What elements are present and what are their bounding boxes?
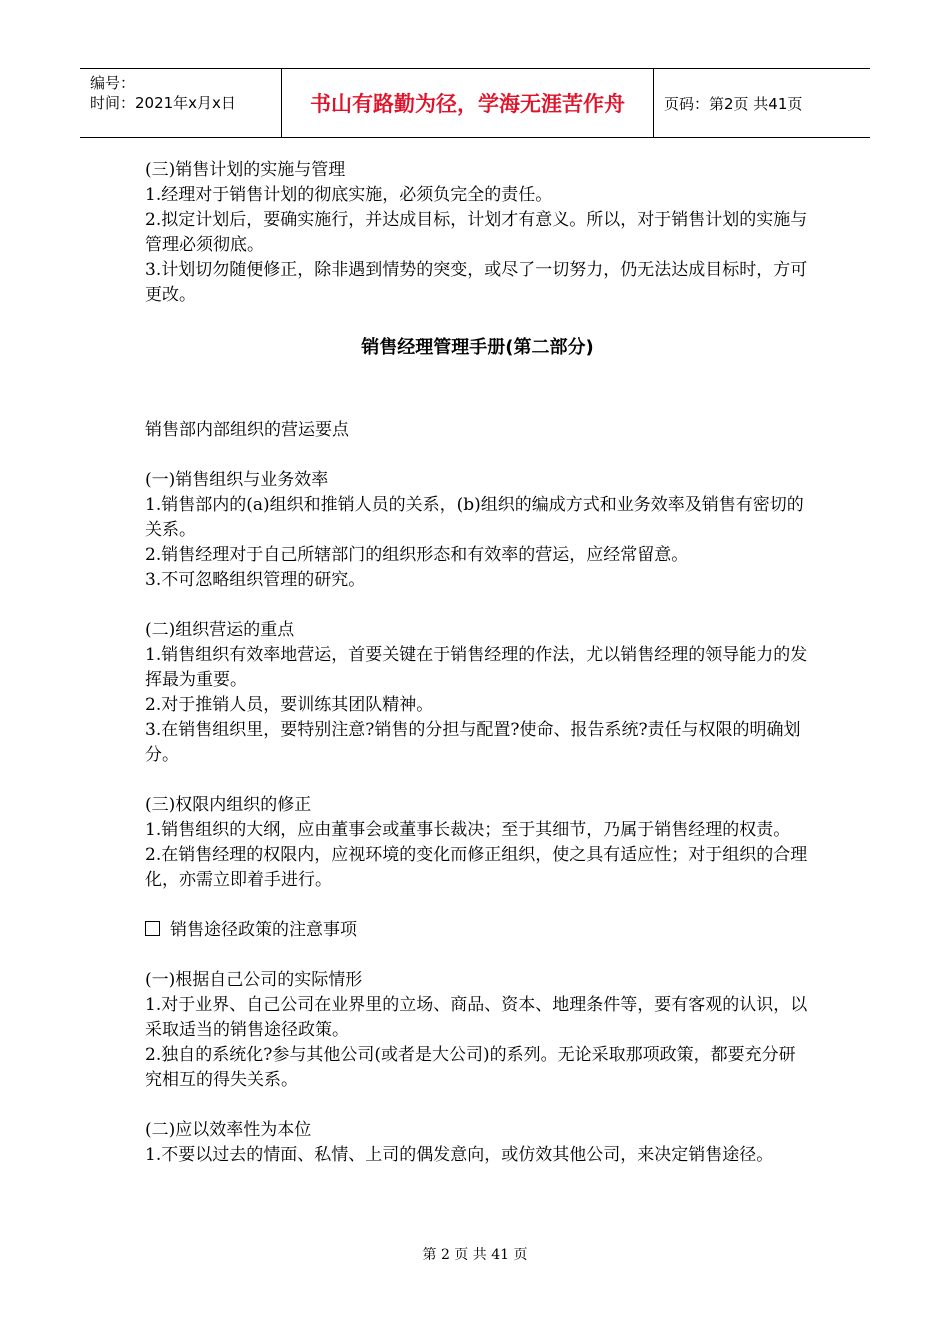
paragraph: 2.拟定计划后，要确实施行，并达成目标，计划才有意义。所以，对于销售计划的实施与管理必须彻底。 xyxy=(145,210,808,255)
header-page-number: 页码：第2页 共41页 xyxy=(664,94,803,113)
paragraph: 1.销售组织有效率地营运，首要关键在于销售经理的作法，尤以销售经理的领导能力的发挥最为重要。 xyxy=(145,645,808,690)
paragraph: 3.不可忽略组织管理的研究。 xyxy=(145,570,366,590)
topic-label: 销售途径政策的注意事项 xyxy=(170,920,357,940)
topic-heading xyxy=(145,918,810,943)
paragraph: 1.经理对于销售计划的彻底实施，必须负完全的责任。 xyxy=(145,185,553,205)
page-footer: 第 2 页 共 41 页 xyxy=(422,1247,528,1263)
paragraph: 2.销售经理对于自己所辖部门的组织形态和有效率的营运，应经常留意。 xyxy=(145,545,689,565)
paragraph: 3.在销售组织里，要特别注意?销售的分担与配置?使命、报告系统?责任与权限的明确划分。 xyxy=(145,720,801,765)
paragraph: 1.销售部内的(a)组织和推销人员的关系，(b)组织的编成方式和业务效率及销售有密切的关系。 xyxy=(145,495,804,540)
section-heading: (三)销售计划的实施与管理 xyxy=(145,160,346,180)
paragraph: 1.不要以过去的情面、私情、上司的偶发意向，或仿效其他公司，来决定销售途径。 xyxy=(145,1145,774,1165)
header-motto: 书山有路勤为径，学海无涯苦作舟 xyxy=(282,69,654,137)
paragraph: 3.计划切勿随便修正，除非遇到情势的突变，或尽了一切努力，仍无法达成目标时，方可更改。 xyxy=(145,260,808,305)
section-heading: (二)应以效率性为本位 xyxy=(145,1120,312,1140)
header-meta xyxy=(80,69,282,137)
document-body xyxy=(145,158,810,1168)
section-heading: (一)销售组织与业务效率 xyxy=(145,470,329,490)
topic-heading: 销售部内部组织的营运要点 xyxy=(145,420,349,440)
document-title: 销售经理管理手册(第二部分) xyxy=(361,337,594,358)
date-line: 时间：2021年x月x日 xyxy=(90,94,236,112)
paragraph: 2.对于推销人员，要训练其团队精神。 xyxy=(145,695,434,715)
serial-number: 编号： xyxy=(90,74,136,92)
paragraph: 2.在销售经理的权限内，应视环境的变化而修正组织，使之具有适应性；对于组织的合理化，亦需立即着手进行。 xyxy=(145,845,808,890)
section-heading: (二)组织营运的重点 xyxy=(145,620,295,640)
checkbox-square-icon xyxy=(145,921,160,936)
page-header xyxy=(80,68,870,138)
paragraph: 1.销售组织的大纲，应由董事会或董事长裁决；至于其细节，乃属于销售经理的权责。 xyxy=(145,820,791,840)
section-heading: (一)根据自己公司的实际情形 xyxy=(145,970,363,990)
paragraph: 1.对于业界、自己公司在业界里的立场、商品、资本、地理条件等，要有客观的认识，以采取适当的销售途径政策。 xyxy=(145,995,808,1040)
paragraph: 2.独自的系统化?参与其他公司(或者是大公司)的系列。无论采取那项政策，都要充分研究相互的得失关系。 xyxy=(145,1045,796,1090)
section-heading: (三)权限内组织的修正 xyxy=(145,795,312,815)
